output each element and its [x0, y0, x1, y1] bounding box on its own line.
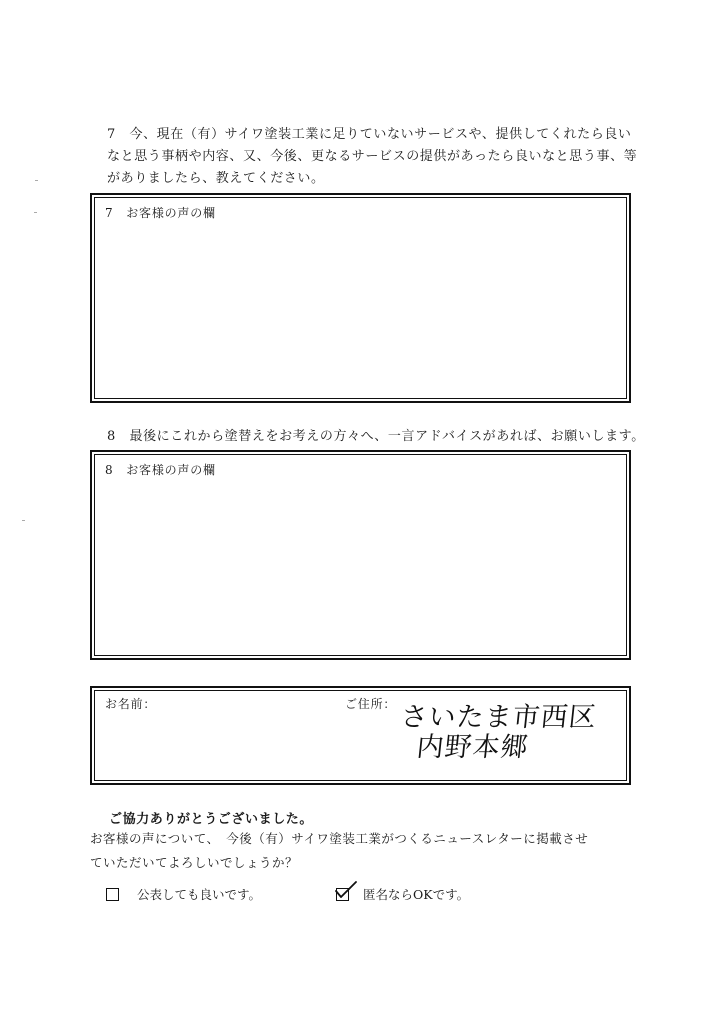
public-ok-checkbox[interactable]	[106, 888, 119, 901]
consent-line-1: お客様の声について、 今後（有）サイワ塗装工業がつくるニュースレターに掲載させ	[90, 831, 589, 846]
name-field[interactable]	[175, 693, 335, 713]
question-8-line: 8 最後にこれから塗替えをお考えの方々へ、一言アドバイスがあれば、お願いします。	[107, 429, 645, 444]
thank-you-heading: ご協力ありがとうございました。	[109, 812, 314, 827]
address-label: ご住所：	[345, 697, 397, 711]
option-anonymous-ok[interactable]	[336, 885, 469, 903]
question-8-answer-box[interactable]	[90, 450, 631, 660]
name-label: お名前：	[105, 697, 157, 711]
question-7-text	[107, 124, 637, 190]
question-8-box-label: 8 お客様の声の欄	[105, 463, 216, 477]
contact-box	[90, 686, 631, 785]
consent-line-2: ていただいてよろしいでしょうか？	[90, 855, 299, 870]
question-7-answer-box[interactable]	[90, 193, 631, 403]
scan-speck	[34, 212, 37, 213]
address-handwritten-line-2: 内野本郷	[415, 732, 531, 763]
public-ok-label: 公表しても良いです。	[137, 887, 262, 902]
question-7-line-1: 7 今、現在（有）サイワ塗装工業に足りていないサービスや、提供してくれたら良い	[107, 127, 632, 142]
checkmark-icon	[334, 880, 358, 900]
scan-speck	[22, 520, 25, 521]
question-7-line-3: がありましたら、教えてください。	[107, 171, 325, 186]
question-7-line-2: なと思う事柄や内容、又、今後、更なるサービスの提供があったら良いなと思う事、等	[107, 149, 638, 164]
option-public-ok[interactable]	[106, 885, 261, 903]
anonymous-ok-checkbox[interactable]	[336, 888, 349, 901]
question-8-text	[107, 426, 645, 448]
scan-speck	[35, 180, 38, 181]
address-handwritten-line-1: さいたま市西区	[399, 702, 599, 733]
question-7-box-label: 7 お客様の声の欄	[105, 206, 216, 220]
anonymous-ok-label: 匿名ならOKです。	[363, 887, 470, 902]
